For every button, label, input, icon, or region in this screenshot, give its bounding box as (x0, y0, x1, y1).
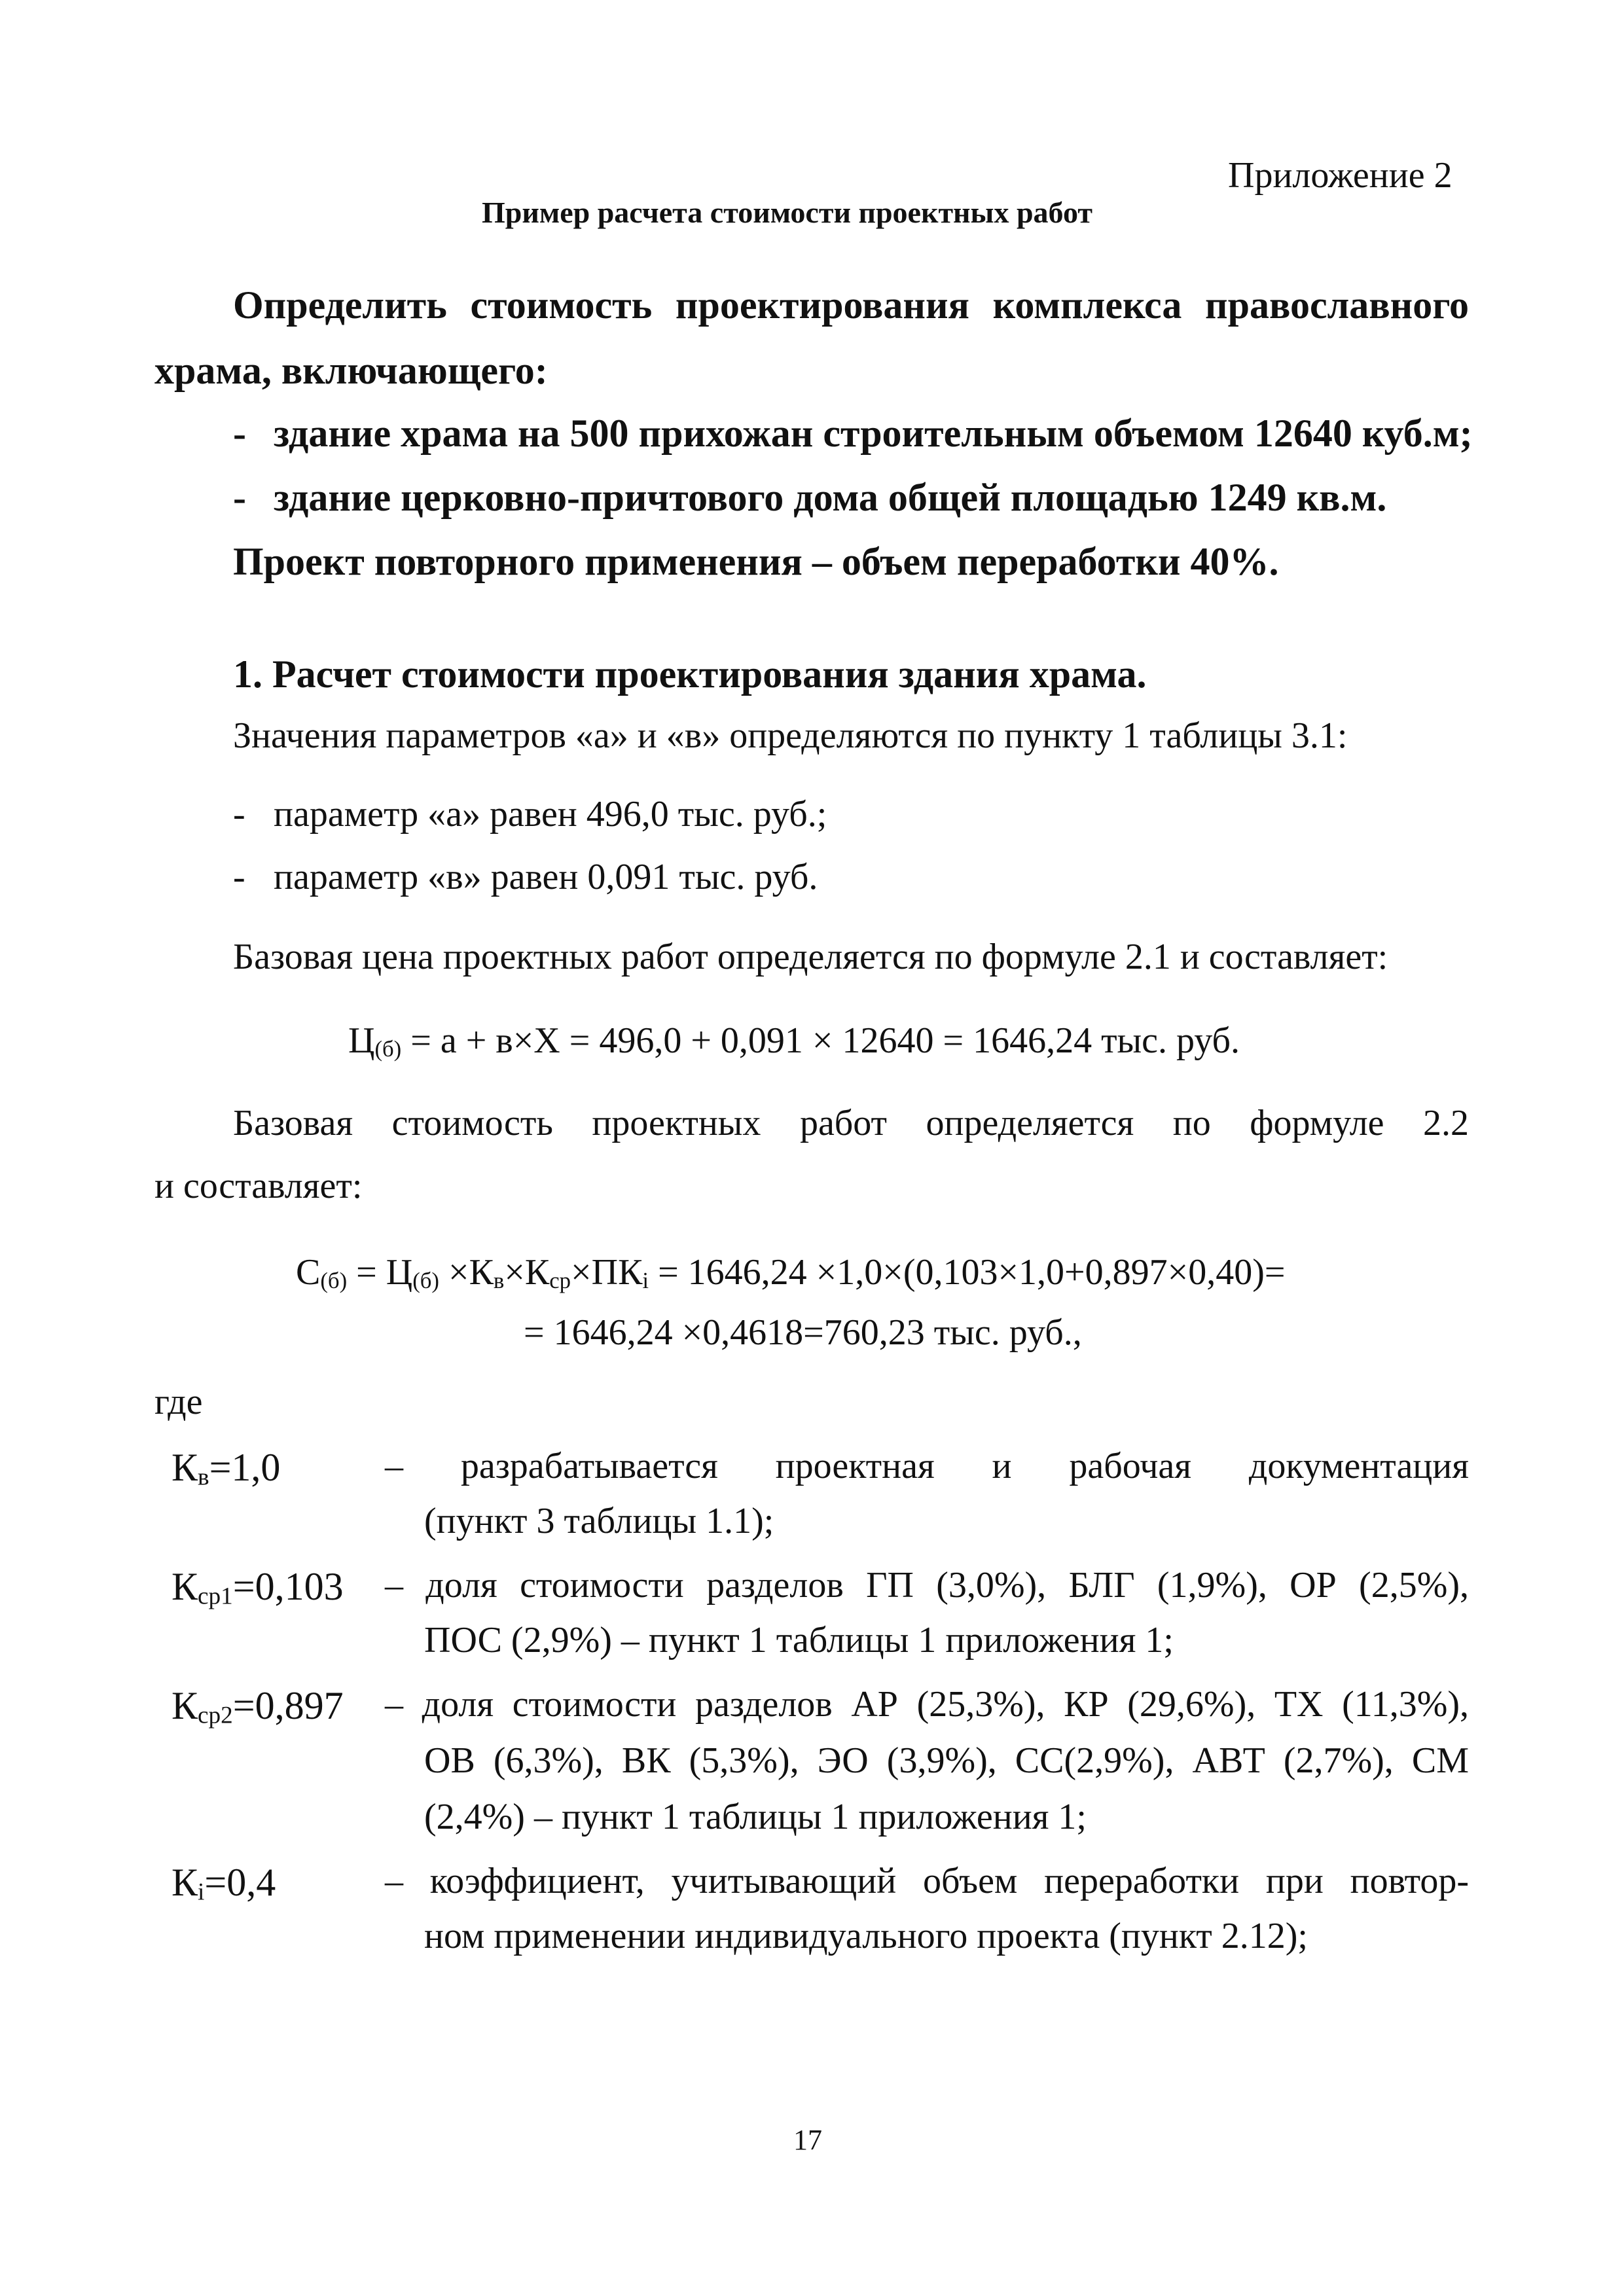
definition-ki-val: =0,4 (204, 1861, 276, 1904)
definition-ksr1-line-2: ПОС (2,9%) – пункт 1 таблицы 1 приложения 1; (424, 1620, 1174, 1660)
definition-ksr2-k: К (171, 1684, 198, 1727)
formula2-ksr-sub: ср (549, 1268, 571, 1294)
param-b: параметр «в» равен 0,091 тыс. руб. (274, 857, 818, 897)
param-a-dash: - (233, 794, 245, 834)
formula2-c-sub: (б) (320, 1268, 348, 1294)
definition-ksr1-k: К (171, 1565, 198, 1608)
formula2-kv-sub: в (493, 1268, 505, 1294)
formula2-p3: ×ПК (571, 1252, 643, 1293)
definition-kv-k: К (171, 1446, 198, 1489)
definition-ksr1-line-1: – доля стоимости разделов ГП (3,0%), БЛГ (1,9%), ОР (2,5%), (385, 1565, 1469, 1605)
definition-ki-term (171, 1860, 276, 1905)
definition-kv-line-2: (пункт 3 таблицы 1.1); (424, 1501, 774, 1541)
definition-ki-line-1: – коэффициент, учитывающий объем переработки при повтор- (385, 1861, 1469, 1901)
base-cost-intro-line-1: Базовая стоимость проектных работ определяется по формуле 2.2 (233, 1103, 1469, 1143)
definition-kv-line-1: – разрабатывается проектная и рабочая документация (385, 1446, 1469, 1486)
definition-ksr1-sub: ср1 (198, 1583, 233, 1610)
definition-ksr2-val: =0,897 (232, 1684, 344, 1727)
definition-kv-val: =1,0 (209, 1446, 281, 1489)
definition-ksr2-line-3: (2,4%) – пункт 1 таблицы 1 приложения 1; (424, 1797, 1087, 1837)
page-number: 17 (793, 2124, 822, 2156)
formula-lhs-sub: (б) (374, 1036, 402, 1062)
definition-ki-line-2: ном применении индивидуального проекта (пункт 2.12); (424, 1916, 1308, 1956)
definition-ksr1-term (171, 1564, 344, 1609)
definition-kv-term (171, 1445, 280, 1490)
page-title: Пример расчета стоимости проектных работ (482, 196, 1092, 229)
base-price-intro: Базовая цена проектных работ определяется по формуле 2.1 и составляет: (233, 937, 1388, 977)
formula2-p1: ×К (439, 1252, 494, 1293)
task-item-2: здание церковно-причтового дома общей площадью 1249 кв.м. (274, 476, 1387, 519)
task-item-1: здание храма на 500 прихожан строительным объемом 12640 куб.м; (274, 412, 1473, 455)
definition-ksr1-val: =0,103 (232, 1565, 344, 1608)
task-item-1-dash: - (233, 412, 246, 455)
definition-ksr2-sub: ср2 (198, 1702, 233, 1729)
formula2-c: С (296, 1252, 321, 1293)
definition-ksr2-line-1: – доля стоимости разделов АР (25,3%), КР (29,6%), ТХ (11,3%), (385, 1684, 1469, 1725)
task-item-2-dash: - (233, 476, 246, 519)
formula-lhs: Ц (348, 1020, 375, 1061)
section-heading: 1. Расчет стоимости проектирования здания храма. (233, 653, 1147, 696)
definition-ksr2-term (171, 1683, 344, 1729)
definition-ki-sub: i (198, 1878, 205, 1906)
definition-kv-sub: в (198, 1463, 209, 1491)
task-line-2: храма, включающего: (154, 349, 548, 392)
definition-ksr2-line-2: ОВ (6,3%), ВК (5,3%), ЭО (3,9%), СС(2,9%), АВТ (2,7%), СМ (424, 1740, 1469, 1781)
task-reuse-note: Проект повторного применения – объем переработки 40%. (233, 540, 1279, 583)
definition-ki-k: К (171, 1861, 198, 1904)
param-a: параметр «а» равен 496,0 тыс. руб.; (274, 794, 827, 834)
formula2-p2: ×К (504, 1252, 550, 1293)
base-cost-intro-line-2: и составляет: (154, 1166, 363, 1206)
formula2-i-sub: i (642, 1268, 649, 1294)
param-b-dash: - (233, 857, 245, 897)
formula-base-price (348, 1020, 1240, 1062)
formula-base-cost-line-1 (296, 1251, 1285, 1293)
formula2-eq: = Ц (347, 1252, 413, 1293)
params-intro: Значения параметров «а» и «в» определяются по пункту 1 таблицы 3.1: (233, 715, 1348, 756)
formula2-ts-sub: (б) (412, 1268, 439, 1294)
task-line-1: Определить стоимость проектирования комплекса православного (233, 283, 1469, 327)
where-label: где (154, 1382, 203, 1422)
formula-base-cost-line-2: = 1646,24 ×0,4618=760,23 тыс. руб., (524, 1312, 1082, 1353)
appendix-label: Приложение 2 (1228, 155, 1453, 196)
formula2-p4: = 1646,24 ×1,0×(0,103×1,0+0,897×0,40)= (649, 1252, 1286, 1293)
formula-rhs: = а + в×Х = 496,0 + 0,091 × 12640 = 1646,24 тыс. руб. (401, 1020, 1240, 1061)
